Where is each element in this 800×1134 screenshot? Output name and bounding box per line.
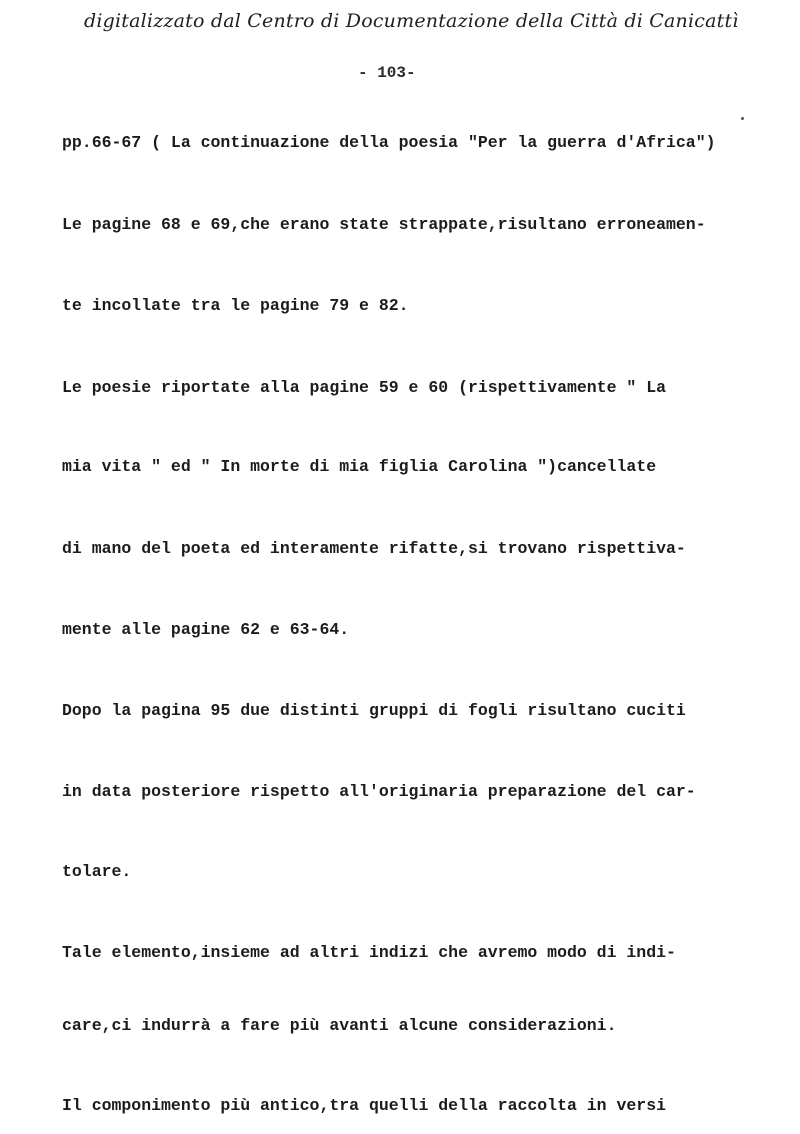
text-line-12: care,ci indurrà a fare più avanti alcune considerazioni. bbox=[62, 1016, 617, 1035]
text-line-2: Le pagine 68 e 69,che erano state strappate,risultano erroneamen- bbox=[62, 215, 706, 234]
text-line-9: in data posteriore rispetto all'originaria preparazione del car- bbox=[62, 782, 696, 801]
page-number: - 103- bbox=[358, 64, 416, 82]
text-line-11: Tale elemento,insieme ad altri indizi che avremo modo di indi- bbox=[62, 943, 676, 962]
text-line-13: Il componimento più antico,tra quelli della raccolta in versi bbox=[62, 1096, 666, 1115]
text-line-6: di mano del poeta ed interamente rifatte,si trovano rispettiva- bbox=[62, 539, 686, 558]
digitization-watermark: digitalizzato dal Centro di Documentazione della Città di Canicattì bbox=[84, 10, 739, 32]
text-line-1: pp.66-67 ( La continuazione della poesia "Per la guerra d'Africa") bbox=[62, 133, 716, 152]
text-line-10: tolare. bbox=[62, 862, 132, 881]
text-line-7: mente alle pagine 62 e 63-64. bbox=[62, 620, 350, 639]
paper-speck bbox=[741, 117, 744, 120]
text-line-4: Le poesie riportate alla pagine 59 e 60 (rispettivamente " La bbox=[62, 378, 666, 397]
text-line-8: Dopo la pagina 95 due distinti gruppi di fogli risultano cuciti bbox=[62, 701, 686, 720]
text-line-3: te incollate tra le pagine 79 e 82. bbox=[62, 296, 409, 315]
text-line-5: mia vita " ed " In morte di mia figlia Carolina ")cancellate bbox=[62, 457, 657, 476]
